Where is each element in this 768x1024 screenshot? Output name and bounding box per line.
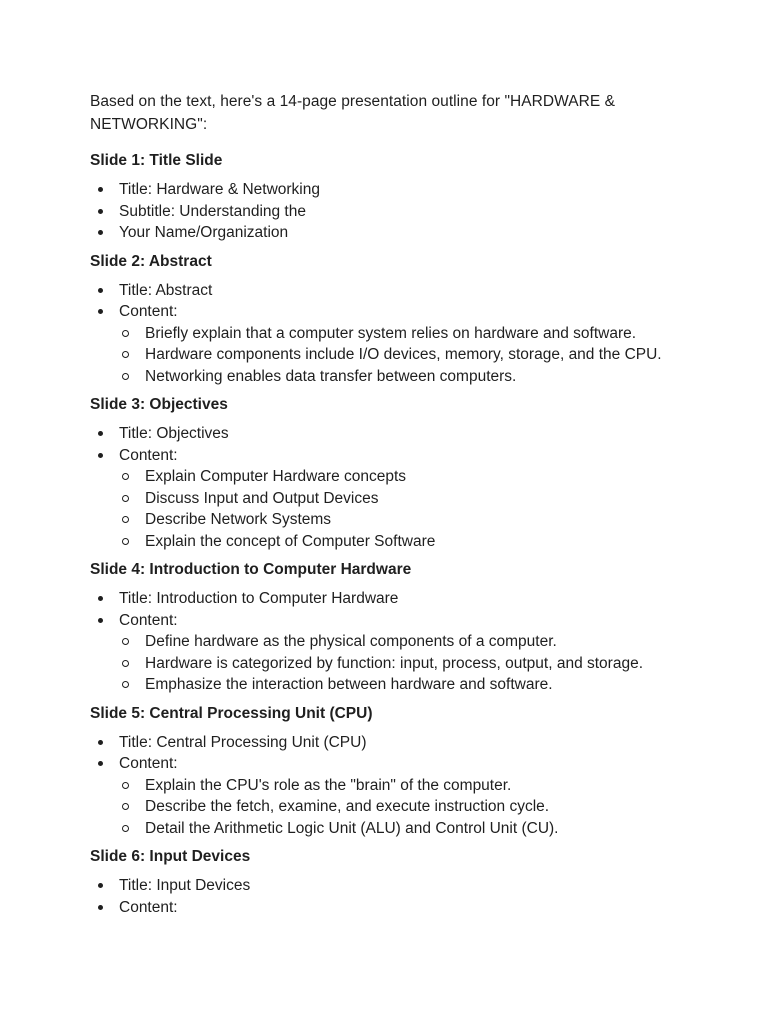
- sub-list-item: [119, 796, 708, 818]
- list-item-text: Content:: [119, 755, 178, 772]
- list-item-text: Your Name/Organization: [119, 224, 289, 241]
- list-item-text: Title: Objectives: [119, 425, 229, 442]
- list-item: [90, 732, 708, 754]
- slide-heading: Slide 4: Introduction to Computer Hardware: [90, 561, 412, 578]
- filled-bullet-icon: [98, 230, 103, 235]
- sub-list-item: [119, 509, 708, 531]
- sub-list-item-text: Briefly explain that a computer system relies on hardware and software.: [145, 324, 637, 342]
- list-item: [90, 423, 708, 445]
- slide-heading: Slide 5: Central Processing Unit (CPU): [90, 704, 373, 722]
- sub-list-item: [119, 674, 708, 696]
- list-item: [90, 222, 708, 244]
- hollow-bullet-icon: [122, 351, 129, 358]
- sub-list-item-text: Hardware is categorized by function: input, process, output, and storage.: [145, 654, 644, 672]
- filled-bullet-icon: [98, 453, 103, 458]
- slide-3-section: [90, 394, 708, 552]
- filled-bullet-icon: [98, 596, 103, 601]
- sub-list-item-text: Explain Computer Hardware concepts: [145, 468, 407, 485]
- sub-list-item: [119, 488, 708, 510]
- list-item: [90, 301, 708, 387]
- list-item: [90, 897, 708, 919]
- hollow-bullet-icon: [122, 825, 129, 832]
- slide-4-section: [90, 559, 708, 696]
- list-item-text: Title: Input Devices: [119, 877, 251, 894]
- slide-heading: Slide 2: Abstract: [90, 252, 212, 270]
- filled-bullet-icon: [98, 431, 103, 436]
- slide-heading: Slide 1: Title Slide: [90, 152, 223, 169]
- sub-list-item-text: Explain the CPU's role as the "brain" of the computer.: [145, 776, 512, 794]
- filled-bullet-icon: [98, 740, 103, 745]
- sub-bullet-list: [119, 631, 708, 696]
- sub-list-item: [119, 323, 708, 345]
- sub-list-item-text: Describe Network Systems: [145, 511, 332, 528]
- sub-list-item: [119, 466, 708, 488]
- sub-list-item: [119, 631, 708, 653]
- bullet-list: [90, 280, 708, 388]
- list-item: [90, 610, 708, 696]
- hollow-bullet-icon: [122, 495, 129, 502]
- list-item: [90, 179, 708, 201]
- bullet-list: [90, 588, 708, 696]
- list-item: [90, 445, 708, 553]
- list-item-text: Content:: [119, 611, 178, 629]
- list-item: [90, 201, 708, 223]
- bullet-list: [90, 875, 708, 918]
- sub-list-item: [119, 344, 708, 366]
- filled-bullet-icon: [98, 905, 103, 910]
- sub-list-item-text: Networking enables data transfer between computers.: [145, 367, 517, 385]
- slide-5-section: [90, 703, 708, 840]
- bullet-list: [90, 423, 708, 552]
- list-item: [90, 280, 708, 302]
- bullet-list: [90, 179, 708, 244]
- sub-list-item-text: Describe the fetch, examine, and execute instruction cycle.: [145, 798, 550, 815]
- sub-list-item: [119, 775, 708, 797]
- sub-list-item-text: Hardware components include I/O devices, memory, storage, and the CPU.: [145, 346, 662, 363]
- list-item-text: Title: Abstract: [119, 281, 213, 299]
- sub-list-item-text: Explain the concept of Computer Software: [145, 532, 436, 550]
- filled-bullet-icon: [98, 618, 103, 623]
- slide-1-section: [90, 150, 708, 244]
- list-item: [90, 753, 708, 839]
- filled-bullet-icon: [98, 187, 103, 192]
- slide-heading: Slide 6: Input Devices: [90, 848, 251, 865]
- list-item-text: Title: Central Processing Unit (CPU): [119, 733, 367, 751]
- list-item-text: Content:: [119, 303, 178, 320]
- hollow-bullet-icon: [122, 681, 129, 688]
- slide-6-section: [90, 846, 708, 918]
- filled-bullet-icon: [98, 883, 103, 888]
- intro-paragraph: Based on the text, here's a 14-page presentation outline for "HARDWARE & NETWORKING":: [90, 93, 615, 133]
- list-item: [90, 588, 708, 610]
- hollow-bullet-icon: [122, 538, 129, 545]
- list-item-text: Subtitle: Understanding the: [119, 202, 306, 220]
- hollow-bullet-icon: [122, 373, 129, 380]
- list-item-text: Content:: [119, 898, 178, 916]
- hollow-bullet-icon: [122, 660, 129, 667]
- sub-bullet-list: [119, 775, 708, 840]
- sub-list-item-text: Emphasize the interaction between hardware and software.: [145, 676, 553, 693]
- filled-bullet-icon: [98, 209, 103, 214]
- slide-2-section: [90, 251, 708, 388]
- filled-bullet-icon: [98, 761, 103, 766]
- hollow-bullet-icon: [122, 638, 129, 645]
- sub-list-item: [119, 366, 708, 388]
- sub-list-item-text: Detail the Arithmetic Logic Unit (ALU) and Control Unit (CU).: [145, 819, 559, 837]
- list-item-text: Content:: [119, 446, 178, 464]
- list-item-text: Title: Introduction to Computer Hardware: [119, 590, 399, 607]
- sub-list-item: [119, 531, 708, 553]
- sub-bullet-list: [119, 466, 708, 552]
- hollow-bullet-icon: [122, 782, 129, 789]
- list-item-text: Title: Hardware & Networking: [119, 181, 320, 198]
- hollow-bullet-icon: [122, 330, 129, 337]
- bullet-list: [90, 732, 708, 840]
- sub-list-item-text: Define hardware as the physical components of a computer.: [145, 633, 557, 650]
- filled-bullet-icon: [98, 288, 103, 293]
- sub-bullet-list: [119, 323, 708, 388]
- hollow-bullet-icon: [122, 473, 129, 480]
- hollow-bullet-icon: [122, 516, 129, 523]
- sub-list-item-text: Discuss Input and Output Devices: [145, 489, 379, 507]
- sub-list-item: [119, 653, 708, 675]
- hollow-bullet-icon: [122, 803, 129, 810]
- sub-list-item: [119, 818, 708, 840]
- filled-bullet-icon: [98, 309, 103, 314]
- slide-heading: Slide 3: Objectives: [90, 396, 228, 413]
- list-item: [90, 875, 708, 897]
